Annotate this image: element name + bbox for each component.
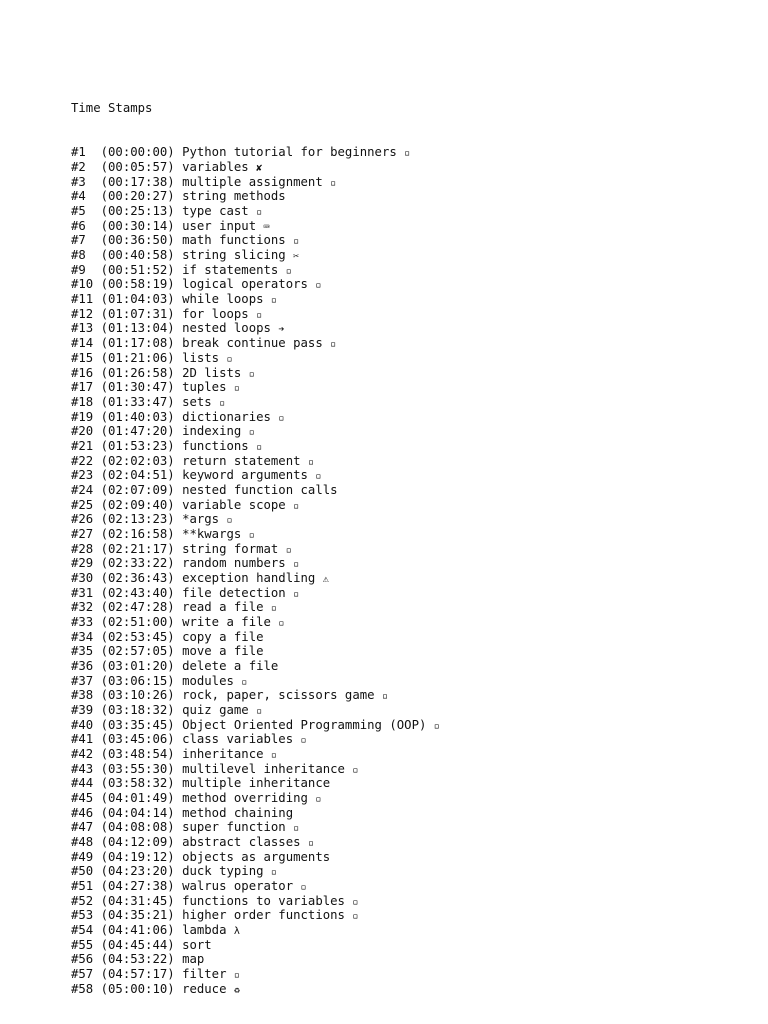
entry-timestamp: (02:53:45) <box>93 629 175 644</box>
entry-title: lists <box>182 350 220 365</box>
entry-timestamp: (02:09:40) <box>93 497 175 512</box>
timestamp-entry <box>71 292 440 307</box>
timestamp-entry <box>71 321 440 336</box>
entry-timestamp: (01:47:20) <box>93 424 175 439</box>
entry-number: #43 <box>71 761 94 776</box>
entry-number: #45 <box>71 790 94 805</box>
entry-title: Object Oriented Programming (OOP) <box>182 717 427 732</box>
entry-emoji-icon: ▫ <box>256 207 263 219</box>
entry-number: #26 <box>71 512 94 527</box>
entry-emoji-icon: ▫ <box>307 456 314 468</box>
timestamp-entry <box>71 219 440 234</box>
timestamp-entry <box>71 483 440 498</box>
timestamp-entry <box>71 527 440 542</box>
entry-emoji-icon: λ <box>233 926 240 938</box>
entry-timestamp: (00:25:13) <box>93 204 175 219</box>
entry-number: #37 <box>71 673 94 688</box>
entry-number: #3 <box>71 174 94 189</box>
entry-title: multilevel inheritance <box>182 761 345 776</box>
timestamp-entry <box>71 439 440 454</box>
entry-number: #25 <box>71 497 94 512</box>
entry-title: functions to variables <box>182 893 345 908</box>
entry-number: #55 <box>71 937 94 952</box>
entry-emoji-icon: ▫ <box>248 529 255 541</box>
entry-emoji-icon: ▫ <box>278 412 285 424</box>
timestamp-entry <box>71 718 440 733</box>
entry-title: inheritance <box>182 746 264 761</box>
entry-number: #4 <box>71 189 94 204</box>
timestamp-entry <box>71 762 440 777</box>
entry-timestamp: (04:23:20) <box>93 864 175 879</box>
timestamp-entry <box>71 556 440 571</box>
timestamps-document <box>71 72 440 1011</box>
entry-emoji-icon: ▫ <box>352 911 359 923</box>
timestamp-entry <box>71 586 440 601</box>
entry-emoji-icon: ▫ <box>381 691 388 703</box>
entry-emoji-icon: ♻ <box>233 984 240 996</box>
entry-emoji-icon: ▫ <box>256 441 263 453</box>
entry-timestamp: (00:51:52) <box>93 262 175 277</box>
entry-number: #33 <box>71 614 94 629</box>
entry-emoji-icon: ▫ <box>285 265 292 277</box>
entry-timestamp: (03:10:26) <box>93 688 175 703</box>
entry-number: #21 <box>71 438 94 453</box>
entry-title: string format <box>182 541 279 556</box>
entry-timestamp: (01:30:47) <box>93 380 175 395</box>
entry-number: #30 <box>71 570 94 585</box>
entry-emoji-icon: ✂ <box>293 251 300 263</box>
entry-timestamp: (00:36:50) <box>93 233 175 248</box>
entry-title: rock, paper, scissors game <box>182 688 375 703</box>
entry-number: #28 <box>71 541 94 556</box>
entry-number: #46 <box>71 805 94 820</box>
entry-timestamp: (04:27:38) <box>93 879 175 894</box>
entry-timestamp: (02:04:51) <box>93 468 175 483</box>
entry-number: #8 <box>71 248 94 263</box>
entry-timestamp: (01:53:23) <box>93 438 175 453</box>
timestamp-entry <box>71 982 440 997</box>
entry-timestamp: (05:00:10) <box>93 981 175 996</box>
timestamp-entry <box>71 380 440 395</box>
entry-emoji-icon: ⌨ <box>263 221 270 233</box>
entry-timestamp: (04:01:49) <box>93 790 175 805</box>
entry-emoji-icon: ▫ <box>278 617 285 629</box>
entry-number: #22 <box>71 453 94 468</box>
entry-number: #7 <box>71 233 94 248</box>
entry-timestamp: (04:57:17) <box>93 967 175 982</box>
entry-title: return statement <box>182 453 301 468</box>
entry-title: break continue pass <box>182 336 323 351</box>
entry-number: #51 <box>71 879 94 894</box>
entry-timestamp: (02:51:00) <box>93 614 175 629</box>
entry-number: #53 <box>71 908 94 923</box>
entry-number: #17 <box>71 380 94 395</box>
entry-timestamp: (03:55:30) <box>93 761 175 776</box>
entry-emoji-icon: ▫ <box>233 383 240 395</box>
timestamp-entry <box>71 424 440 439</box>
entry-timestamp: (01:40:03) <box>93 409 175 424</box>
timestamp-entry <box>71 277 440 292</box>
entry-emoji-icon: ▫ <box>285 544 292 556</box>
timestamp-entry <box>71 498 440 513</box>
timestamp-entry <box>71 395 440 410</box>
entry-number: #20 <box>71 424 94 439</box>
entry-title: method chaining <box>182 805 294 820</box>
entry-timestamp: (04:53:22) <box>93 952 175 967</box>
entry-emoji-icon: ▫ <box>352 896 359 908</box>
entry-timestamp: (03:45:06) <box>93 732 175 747</box>
entry-timestamp: (03:06:15) <box>93 673 175 688</box>
entry-title: Python tutorial for beginners <box>182 145 397 160</box>
timestamp-entry <box>71 512 440 527</box>
entry-title: duck typing <box>182 864 264 879</box>
timestamp-entry <box>71 160 440 175</box>
timestamp-entry <box>71 204 440 219</box>
entry-number: #35 <box>71 644 94 659</box>
timestamp-entry <box>71 454 440 469</box>
entry-title: reduce <box>182 981 227 996</box>
entry-number: #42 <box>71 746 94 761</box>
timestamp-entry <box>71 145 440 160</box>
entry-timestamp: (00:00:00) <box>93 145 175 160</box>
entry-title: method overriding <box>182 790 308 805</box>
timestamp-entry <box>71 703 440 718</box>
entry-timestamp: (04:12:09) <box>93 835 175 849</box>
entry-title: nested loops <box>182 321 271 336</box>
entry-number: #52 <box>71 893 94 908</box>
entry-timestamp: (00:40:58) <box>93 248 175 263</box>
entry-title: objects as arguments <box>182 849 331 864</box>
timestamp-entry <box>71 894 440 909</box>
entry-timestamp: (01:04:03) <box>93 292 175 307</box>
entry-timestamp: (02:07:09) <box>93 482 175 497</box>
entry-number: #31 <box>71 585 94 600</box>
entry-emoji-icon: ▫ <box>293 823 300 835</box>
entry-emoji-icon: ▫ <box>293 500 300 512</box>
entry-emoji-icon: ▫ <box>330 339 337 351</box>
entry-timestamp: (01:33:47) <box>93 394 175 409</box>
entry-emoji-icon: ⚠ <box>322 573 329 585</box>
entry-title: *args <box>182 512 220 527</box>
entry-number: #36 <box>71 658 94 673</box>
entry-number: #27 <box>71 526 94 541</box>
timestamp-entry <box>71 233 440 248</box>
entry-number: #29 <box>71 556 94 571</box>
entry-timestamp: (04:31:45) <box>93 893 175 908</box>
entry-timestamp: (03:58:32) <box>93 776 175 791</box>
entry-number: #41 <box>71 732 94 747</box>
entry-emoji-icon: ▫ <box>352 764 359 776</box>
entry-number: #48 <box>71 835 94 849</box>
entry-number: #40 <box>71 717 94 732</box>
entry-title: for loops <box>182 306 249 321</box>
entry-title: keyword arguments <box>182 468 308 483</box>
entry-title: move a file <box>182 644 264 659</box>
entry-title: map <box>182 952 205 967</box>
entry-timestamp: (02:13:23) <box>93 512 175 527</box>
entry-emoji-icon: ▫ <box>270 749 277 761</box>
timestamp-entry <box>71 336 440 351</box>
entry-number: #34 <box>71 629 94 644</box>
entry-timestamp: (02:36:43) <box>93 570 175 585</box>
entry-timestamp: (00:20:27) <box>93 189 175 204</box>
entry-title: higher order functions <box>182 908 345 923</box>
entry-timestamp: (00:58:19) <box>93 277 175 292</box>
entry-emoji-icon: ➔ <box>278 324 285 336</box>
entry-title: while loops <box>182 292 264 307</box>
entry-timestamp: (02:02:03) <box>93 453 175 468</box>
timestamp-entry <box>71 952 440 967</box>
entry-timestamp: (02:43:40) <box>93 585 175 600</box>
entry-number: #12 <box>71 306 94 321</box>
timestamp-entry <box>71 806 440 821</box>
entry-title: functions <box>182 438 249 453</box>
entry-timestamp: (01:26:58) <box>93 365 175 380</box>
entry-number: #2 <box>71 160 94 175</box>
entry-timestamp: (03:35:45) <box>93 717 175 732</box>
entry-emoji-icon: ▫ <box>256 309 263 321</box>
entry-number: #57 <box>71 967 94 982</box>
entry-title: file detection <box>182 585 286 600</box>
entry-title: quiz game <box>182 702 249 717</box>
entry-number: #14 <box>71 336 94 351</box>
entry-number: #5 <box>71 204 94 219</box>
document-heading: Time Stamps <box>71 101 153 116</box>
entry-timestamp: (01:21:06) <box>93 350 175 365</box>
entry-emoji-icon: ▫ <box>270 603 277 615</box>
timestamp-list <box>71 145 440 996</box>
entry-title: nested function calls <box>182 482 338 497</box>
entry-title: abstract classes <box>182 835 301 849</box>
entry-title: modules <box>182 673 234 688</box>
entry-number: #24 <box>71 482 94 497</box>
timestamp-entry <box>71 175 440 190</box>
entry-timestamp: (03:01:20) <box>93 658 175 673</box>
entry-emoji-icon: ▫ <box>300 735 307 747</box>
timestamp-entry <box>71 732 440 747</box>
entry-timestamp: (01:17:08) <box>93 336 175 351</box>
timestamp-entry <box>71 189 440 204</box>
entry-title: delete a file <box>182 658 279 673</box>
entry-title: indexing <box>182 424 242 439</box>
entry-number: #50 <box>71 864 94 879</box>
timestamp-entry <box>71 850 440 865</box>
timestamp-entry <box>71 366 440 381</box>
entry-emoji-icon: ▫ <box>293 588 300 600</box>
entry-title: string methods <box>182 189 286 204</box>
entry-timestamp: (01:07:31) <box>93 306 175 321</box>
entry-emoji-icon: ✘ <box>256 163 263 175</box>
entry-number: #9 <box>71 262 94 277</box>
entry-title: multiple assignment <box>182 174 323 189</box>
timestamp-entry <box>71 835 440 850</box>
entry-number: #47 <box>71 820 94 835</box>
entry-emoji-icon: ▫ <box>315 280 322 292</box>
timestamp-entry <box>71 923 440 938</box>
entry-timestamp: (00:30:14) <box>93 218 175 233</box>
entry-title: read a file <box>182 600 264 615</box>
entry-emoji-icon: ▫ <box>256 705 263 717</box>
entry-timestamp: (00:17:38) <box>93 174 175 189</box>
entry-emoji-icon: ▫ <box>270 295 277 307</box>
timestamp-entry <box>71 908 440 923</box>
entry-number: #56 <box>71 952 94 967</box>
timestamp-entry <box>71 571 440 586</box>
entry-title: write a file <box>182 614 271 629</box>
entry-title: lambda <box>182 923 227 938</box>
entry-number: #58 <box>71 981 94 996</box>
entry-emoji-icon: ▫ <box>226 353 233 365</box>
timestamp-entry <box>71 248 440 263</box>
entry-emoji-icon: ▫ <box>307 838 314 849</box>
entry-title: multiple inheritance <box>182 776 331 791</box>
timestamp-entry <box>71 688 440 703</box>
timestamp-entry <box>71 263 440 278</box>
entry-number: #54 <box>71 923 94 938</box>
timestamp-entry <box>71 307 440 322</box>
timestamp-entry <box>71 747 440 762</box>
timestamp-entry <box>71 410 440 425</box>
entry-title: filter <box>182 967 227 982</box>
entry-timestamp: (04:08:08) <box>93 820 175 835</box>
entry-emoji-icon: ▫ <box>233 970 240 982</box>
entry-timestamp: (01:13:04) <box>93 321 175 336</box>
entry-title: variables <box>182 160 249 175</box>
entry-number: #1 <box>71 145 94 160</box>
entry-timestamp: (02:33:22) <box>93 556 175 571</box>
timestamp-entry <box>71 938 440 953</box>
entry-title: copy a file <box>182 629 264 644</box>
entry-timestamp: (02:21:17) <box>93 541 175 556</box>
entry-timestamp: (04:04:14) <box>93 805 175 820</box>
entry-title: dictionaries <box>182 409 271 424</box>
entry-emoji-icon: ▫ <box>404 148 411 160</box>
entry-number: #16 <box>71 365 94 380</box>
entry-emoji-icon: ▫ <box>248 427 255 439</box>
entry-title: **kwargs <box>182 526 242 541</box>
timestamp-entry <box>71 791 440 806</box>
timestamp-entry <box>71 864 440 879</box>
entry-title: 2D lists <box>182 365 242 380</box>
entry-number: #11 <box>71 292 94 307</box>
entry-emoji-icon: ▫ <box>293 236 300 248</box>
entry-number: #44 <box>71 776 94 791</box>
entry-emoji-icon: ▫ <box>315 471 322 483</box>
entry-number: #13 <box>71 321 94 336</box>
entry-timestamp: (02:47:28) <box>93 600 175 615</box>
entry-title: user input <box>182 218 257 233</box>
entry-title: class variables <box>182 732 294 747</box>
entry-title: if statements <box>182 262 279 277</box>
timestamp-entry <box>71 659 440 674</box>
timestamp-entry <box>71 644 440 659</box>
timestamp-entry <box>71 600 440 615</box>
entry-timestamp: (00:05:57) <box>93 160 175 175</box>
entry-emoji-icon: ▫ <box>226 515 233 527</box>
timestamp-entry <box>71 542 440 557</box>
entry-number: #38 <box>71 688 94 703</box>
timestamp-entry <box>71 630 440 645</box>
entry-emoji-icon: ▫ <box>330 177 337 189</box>
entry-emoji-icon: ▫ <box>300 882 307 894</box>
entry-title: type cast <box>182 204 249 219</box>
entry-title: variable scope <box>182 497 286 512</box>
entry-emoji-icon: ▫ <box>293 559 300 571</box>
entry-number: #32 <box>71 600 94 615</box>
entry-timestamp: (04:19:12) <box>93 849 175 864</box>
timestamp-entry <box>71 879 440 894</box>
entry-number: #6 <box>71 218 94 233</box>
entry-number: #10 <box>71 277 94 292</box>
timestamp-entry <box>71 351 440 366</box>
entry-timestamp: (03:18:32) <box>93 702 175 717</box>
entry-emoji-icon: ▫ <box>241 676 248 688</box>
entry-number: #15 <box>71 350 94 365</box>
timestamp-entry <box>71 967 440 982</box>
timestamp-entry <box>71 776 440 791</box>
entry-title: logical operators <box>182 277 308 292</box>
entry-timestamp: (04:35:21) <box>93 908 175 923</box>
entry-title: walrus operator <box>182 879 294 894</box>
entry-timestamp: (02:57:05) <box>93 644 175 659</box>
entry-title: sort <box>182 937 212 952</box>
entry-title: super function <box>182 820 286 835</box>
entry-emoji-icon: ▫ <box>219 397 226 409</box>
entry-title: random numbers <box>182 556 286 571</box>
timestamp-entry <box>71 674 440 689</box>
entry-timestamp: (04:45:44) <box>93 937 175 952</box>
entry-timestamp: (03:48:54) <box>93 746 175 761</box>
timestamp-entry <box>71 615 440 630</box>
entry-number: #39 <box>71 702 94 717</box>
entry-emoji-icon: ▫ <box>315 793 322 805</box>
entry-title: exception handling <box>182 570 316 585</box>
entry-number: #49 <box>71 849 94 864</box>
entry-title: math functions <box>182 233 286 248</box>
entry-emoji-icon: ▫ <box>433 720 440 732</box>
entry-title: tuples <box>182 380 227 395</box>
entry-number: #18 <box>71 394 94 409</box>
entry-timestamp: (02:16:58) <box>93 526 175 541</box>
entry-emoji-icon: ▫ <box>248 368 255 380</box>
entry-timestamp: (04:41:06) <box>93 923 175 938</box>
entry-title: sets <box>182 394 212 409</box>
entry-number: #19 <box>71 409 94 424</box>
timestamp-entry <box>71 468 440 483</box>
entry-number: #23 <box>71 468 94 483</box>
entry-emoji-icon: ▫ <box>270 867 277 879</box>
entry-title: string slicing <box>182 248 286 263</box>
timestamp-entry <box>71 820 440 835</box>
